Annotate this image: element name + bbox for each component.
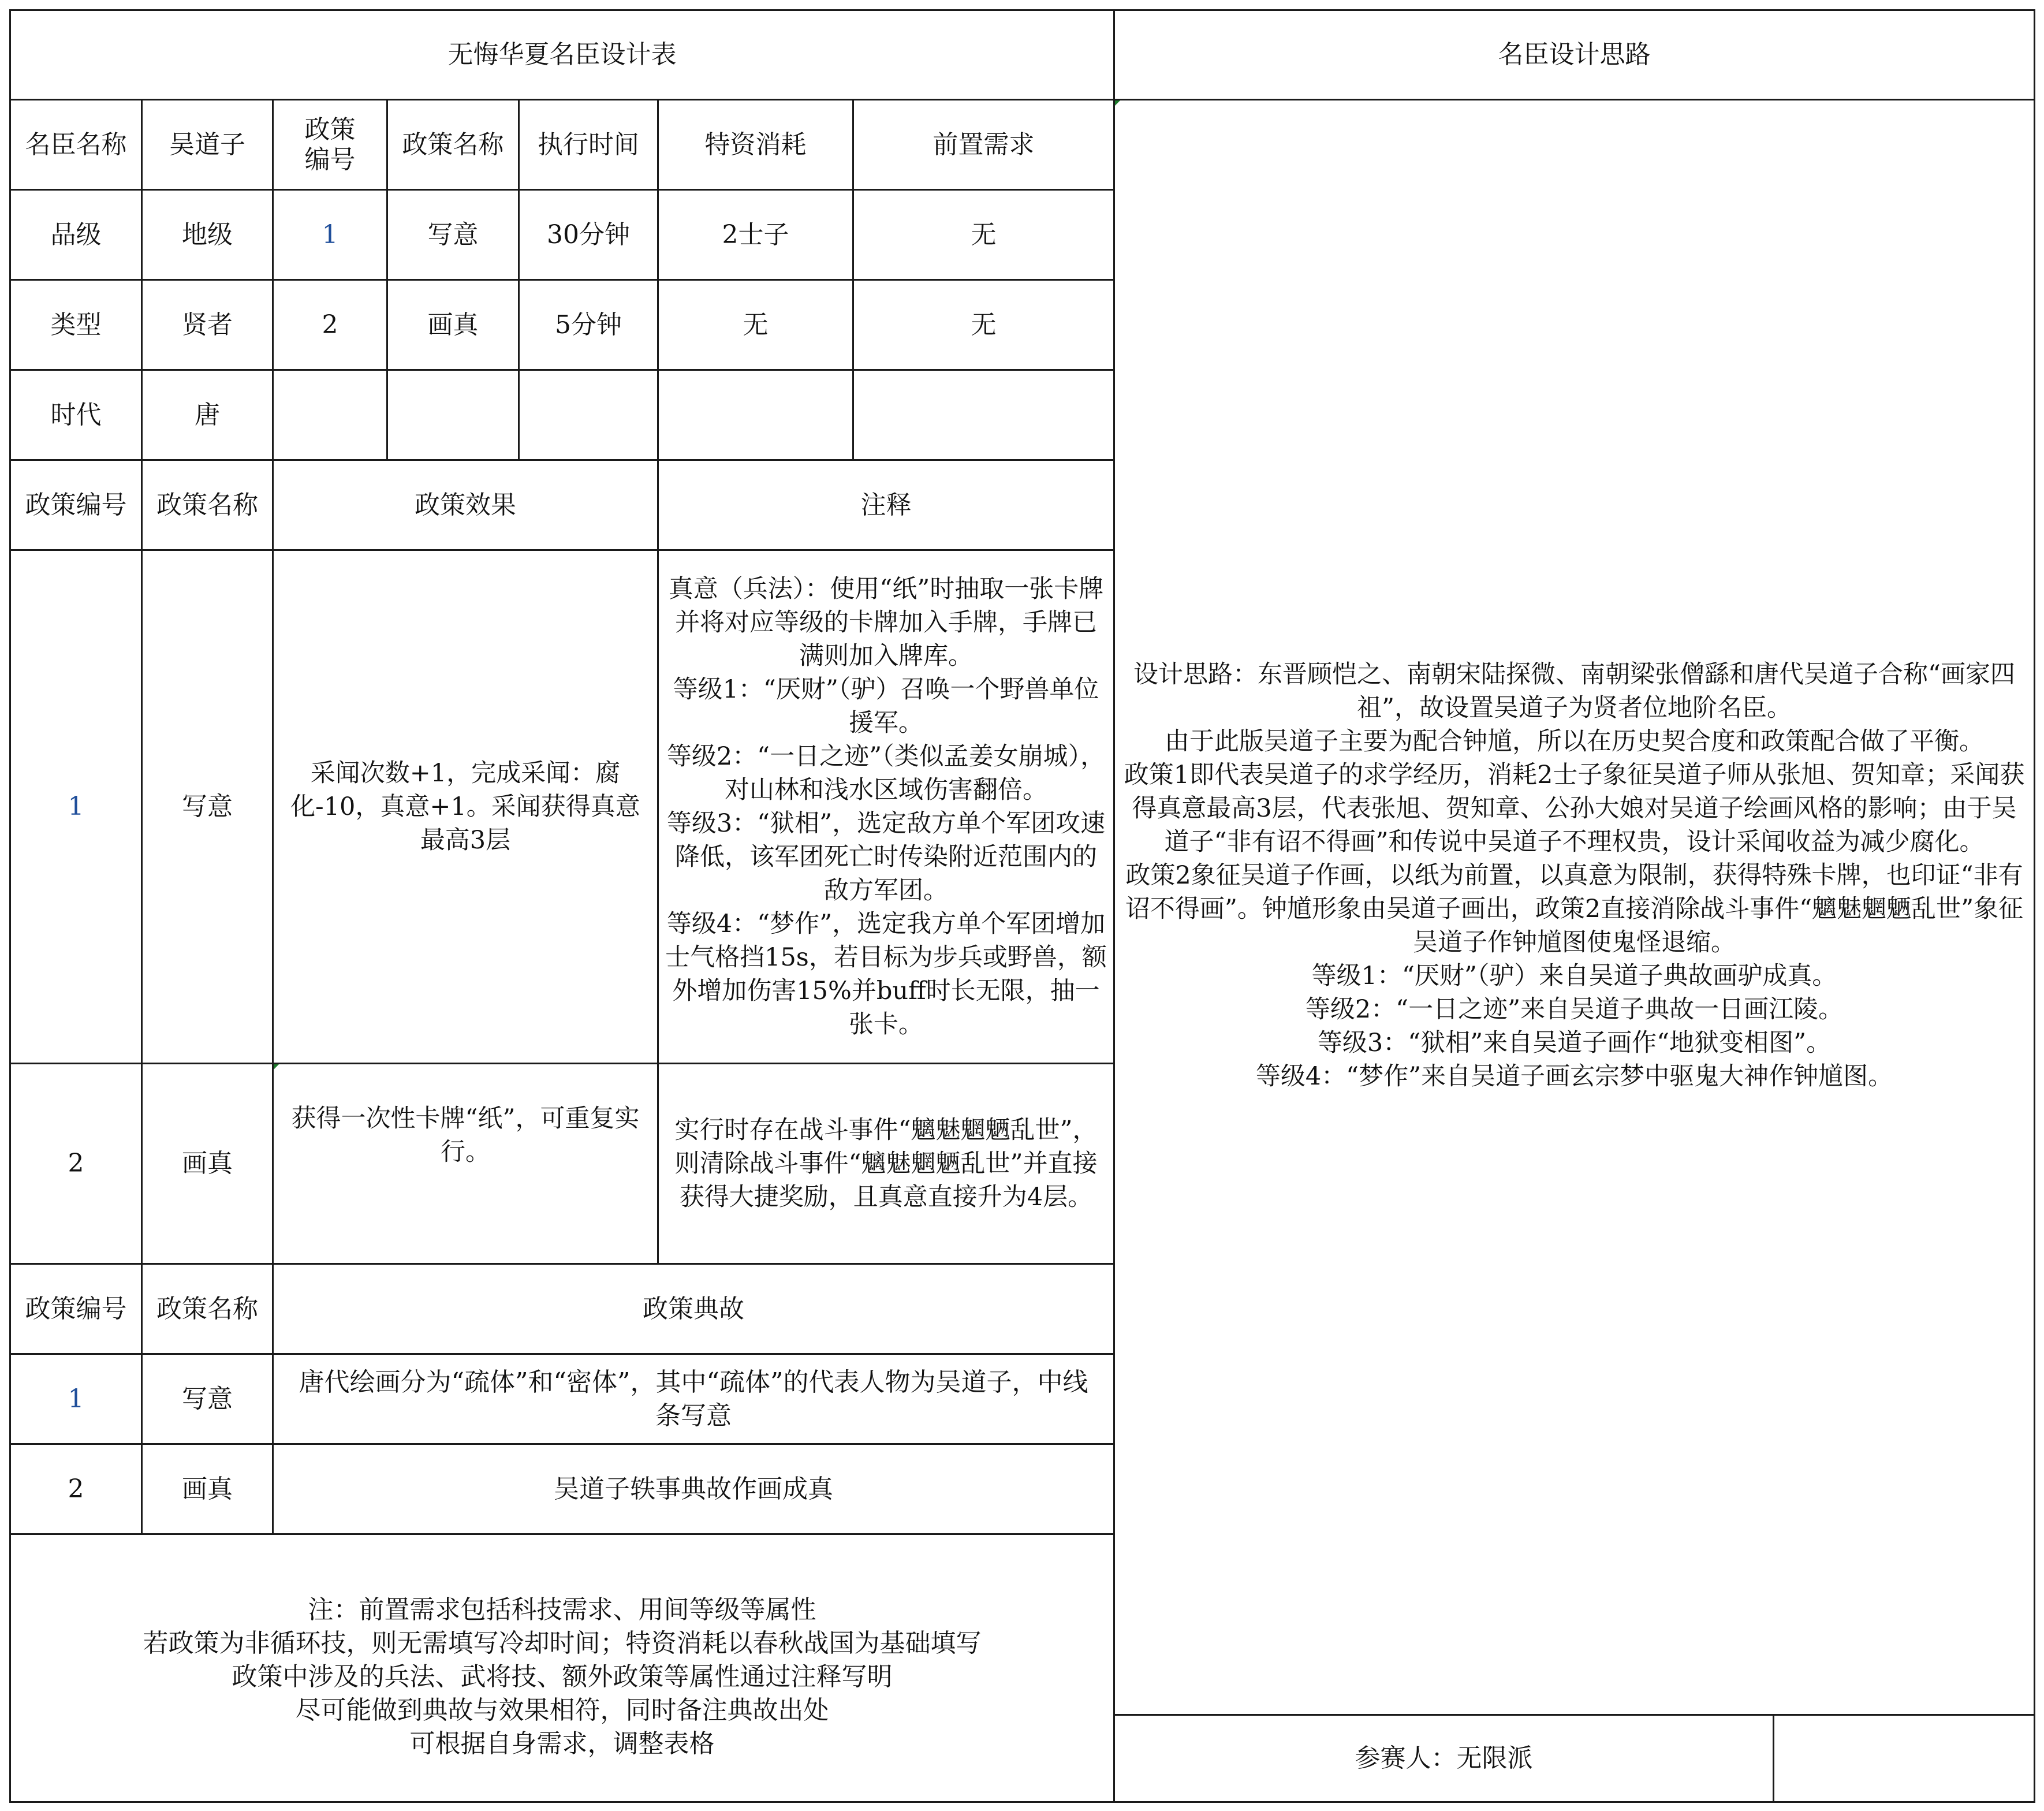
lore-2-text: 吴道子轶事典故作画成真 (272, 1443, 1115, 1535)
note-line: 等级3：“狱相”，选定敌方单个军团攻速降低，该军团死亡时传染附近范围内的敌方军团。 (666, 809, 1106, 905)
instruction-line: 若政策为非循环技，则无需填写冷却时间；特资消耗以春秋战国为基础填写 (143, 1628, 982, 1658)
type-label: 类型 (9, 279, 143, 371)
effect-2-effect: 获得一次性卡牌“纸”，可重复实行。 (272, 1063, 659, 1265)
design-rationale (1113, 99, 2035, 1716)
era-value: 唐 (141, 369, 274, 461)
design-line: 由于此版吴道子主要为配合钟馗，所以在历史契合度和政策配合做了平衡。 (1165, 727, 1984, 756)
lore-text-header: 政策典故 (272, 1263, 1115, 1355)
grade-value: 地级 (141, 189, 274, 281)
era-label: 时代 (9, 369, 143, 461)
effects-no-header: 政策编号 (9, 459, 143, 551)
effect-1-effect: 采闻次数+1，完成采闻：腐化-10，真意+1。采闻获得真意最高3层 (272, 549, 659, 1064)
policy-2-time: 5分钟 (518, 279, 659, 371)
effect-2-no: 2 (9, 1063, 143, 1265)
instruction-line: 注：前置需求包括科技需求、用间等级等属性 (308, 1594, 816, 1624)
lore-no-header: 政策编号 (9, 1263, 143, 1355)
empty-cell (386, 369, 520, 461)
note-line: 等级2：“一日之迹”（类似孟姜女崩城），对山林和浅水区域伤害翻倍。 (666, 742, 1106, 804)
policy-2-no: 2 (272, 279, 388, 371)
policy-1-cost: 2士子 (657, 189, 854, 281)
empty-cell (657, 369, 854, 461)
comment-marker-icon (1115, 100, 1120, 106)
empty-cell (272, 369, 388, 461)
note-line: 真意（兵法）：使用“纸”时抽取一张卡牌并将对应等级的卡牌加入手牌，手牌已满则加入牌库。 (668, 575, 1104, 670)
effect-1-note (657, 549, 1115, 1064)
policy-2-prereq: 无 (852, 279, 1115, 371)
prereq-header: 前置需求 (852, 99, 1115, 191)
name-value: 吴道子 (141, 99, 274, 191)
effect-2-note: 实行时存在战斗事件“魑魅魍魉乱世”，则清除战斗事件“魑魅魍魉乱世”并直接获得大捷奖励，且真意直接升为4层。 (657, 1063, 1115, 1265)
empty-cell (518, 369, 659, 461)
policy-2-cost: 无 (657, 279, 854, 371)
policy-1-prereq: 无 (852, 189, 1115, 281)
instruction-line: 尽可能做到典故与效果相符，同时备注典故出处 (295, 1695, 829, 1725)
design-title: 名臣设计思路 (1113, 9, 2035, 100)
policy-no-header: 政策编号 (272, 99, 388, 191)
lore-1-no: 1 (9, 1353, 143, 1445)
type-value: 贤者 (141, 279, 274, 371)
empty-cell (852, 369, 1115, 461)
lore-name-header: 政策名称 (141, 1263, 274, 1355)
lore-1-text: 唐代绘画分为“疏体”和“密体”，其中“疏体”的代表人物为吴道子，中线条写意 (272, 1353, 1115, 1445)
effects-effect-header: 政策效果 (272, 459, 659, 551)
note-line: 等级1：“厌财”（驴）召唤一个野兽单位援军。 (673, 675, 1099, 737)
note-line: 等级4：“梦作”，选定我方单个军团增加士气格挡15s，若目标为步兵或野兽，额外增加伤害15%并buff时长无限，抽一张卡。 (665, 910, 1107, 1039)
design-line: 等级4：“梦作”来自吴道子画玄宗梦中驱鬼大神作钟馗图。 (1255, 1062, 1893, 1091)
instruction-line: 政策中涉及的兵法、武将技、额外政策等属性通过注释写明 (232, 1661, 893, 1691)
effect-1-name: 写意 (141, 549, 274, 1064)
lore-2-no: 2 (9, 1443, 143, 1535)
design-line: 等级1：“厌财”（驴）来自吴道子典故画驴成真。 (1311, 962, 1837, 990)
design-line: 政策2象征吴道子作画，以纸为前置，以真意为限制，获得特殊卡牌，也印证“非有诏不得画”。钟馗形象由吴道子画出，政策2直接消除战斗事件“魑魅魍魉乱世”象征吴道子作钟馗图使鬼怪退缩。 (1125, 861, 2024, 957)
policy-2-name: 画真 (386, 279, 520, 371)
policy-name-header: 政策名称 (386, 99, 520, 191)
design-line: 等级3：“狱相”来自吴道子画作“地狱变相图”。 (1317, 1029, 1832, 1057)
sheet-title: 无悔华夏名臣设计表 (9, 9, 1115, 100)
design-line: 设计思路：东晋顾恺之、南朝宋陆探微、南朝梁张僧繇和唐代吴道子合称“画家四祖”，故设置吴道子为贤者位地阶名臣。 (1133, 660, 2015, 722)
design-line: 等级2：“一日之迹”来自吴道子典故一日画江陵。 (1305, 995, 1844, 1024)
policy-1-no: 1 (272, 189, 388, 281)
instruction-line: 可根据自身需求，调整表格 (409, 1728, 715, 1758)
grade-label: 品级 (9, 189, 143, 281)
policy-1-time: 30分钟 (518, 189, 659, 281)
exec-time-header: 执行时间 (518, 99, 659, 191)
effects-note-header: 注释 (657, 459, 1115, 551)
policy-1-name: 写意 (386, 189, 520, 281)
effect-1-no: 1 (9, 549, 143, 1064)
empty-cell (1773, 1714, 2035, 1803)
participant: 参赛人：无限派 (1113, 1714, 1774, 1803)
comment-marker-icon (274, 1064, 279, 1070)
lore-1-name: 写意 (141, 1353, 274, 1445)
effect-2-name: 画真 (141, 1063, 274, 1265)
name-label: 名臣名称 (9, 99, 143, 191)
instructions-note (9, 1533, 1115, 1803)
resource-header: 特资消耗 (657, 99, 854, 191)
design-line: 政策1即代表吴道子的求学经历，消耗2士子象征吴道子师从张旭、贺知章；采闻获得真意最高3层，代表张旭、贺知章、公孙大娘对吴道子绘画风格的影响；由于吴道子“非有诏不得画”和传说中吴道子不理权贵，设计采闻收益为减少腐化。 (1124, 761, 2025, 856)
effects-name-header: 政策名称 (141, 459, 274, 551)
lore-2-name: 画真 (141, 1443, 274, 1535)
